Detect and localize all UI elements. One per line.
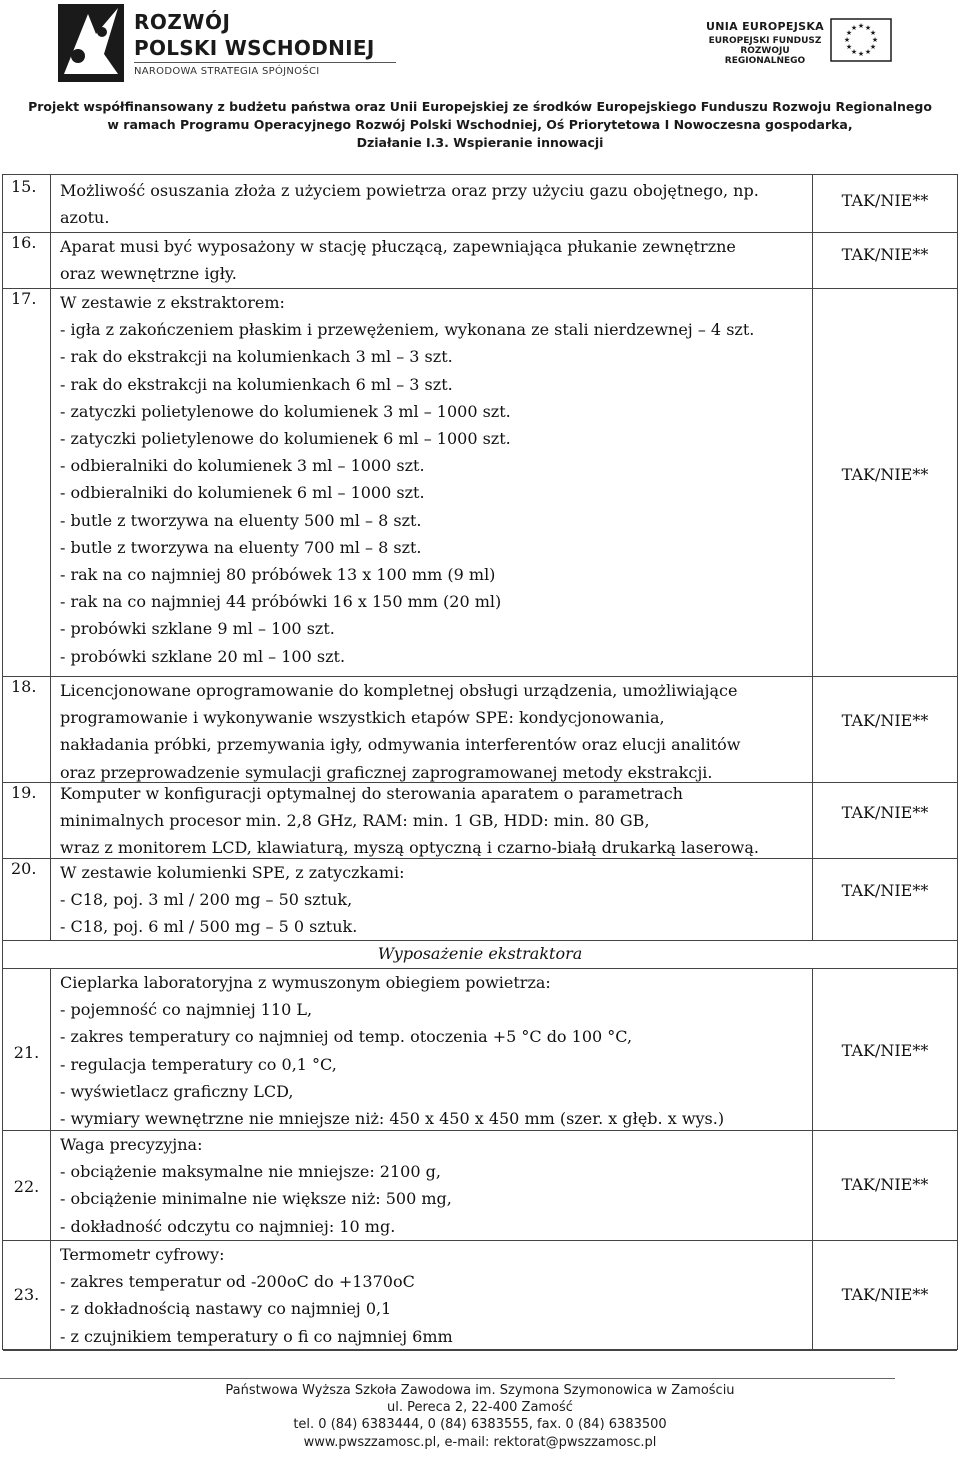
row-answer: TAK/NIE**: [841, 881, 929, 900]
row-answer: TAK/NIE**: [841, 191, 929, 210]
description-line: - C18, poj. 6 ml / 500 mg – 5 0 sztuk.: [60, 917, 358, 937]
table-row: [3, 783, 957, 859]
description-line: wraz z monitorem LCD, klawiaturą, myszą optyczną i czarno-białą drukarką laserową.: [60, 838, 759, 858]
row-answer: TAK/NIE**: [841, 711, 929, 730]
column-divider: [812, 233, 813, 289]
rozwoj-polski-wschodniej-logo: [58, 4, 378, 86]
description-line: - rak do ekstrakcji na kolumienkach 6 ml – 3 szt.: [60, 374, 453, 394]
project-line-1: Projekt współfinansowany z budżetu państwa oraz Unii Europejskiej ze środków Europejskiego Funduszu Rozwoju Regionalnego: [28, 99, 932, 114]
svg-text:★: ★: [871, 36, 879, 44]
column-divider: [50, 677, 51, 783]
description-line: oraz wewnętrzne igły.: [60, 264, 237, 284]
logo-line-2: POLSKI WSCHODNIEJ: [134, 36, 375, 60]
svg-text:★: ★: [843, 36, 851, 44]
unia-europejska-logo: [660, 18, 900, 78]
description-line: - odbieralniki do kolumienek 6 ml – 1000 szt.: [60, 483, 425, 503]
description-line: - zakres temperatur od -200oC do +1370oC: [60, 1272, 415, 1292]
column-divider: [50, 1241, 51, 1351]
description-line: W zestawie z ekstraktorem:: [60, 293, 285, 312]
svg-text:★: ★: [869, 43, 877, 51]
page-header: [0, 0, 960, 150]
description-line: oraz przeprowadzenie symulacji graficznej zaprogramowanej metody ekstrakcji.: [60, 762, 713, 782]
row-number: 23.: [13, 1285, 40, 1304]
row-description: [60, 859, 812, 941]
column-divider: [50, 859, 51, 941]
rps-emblem-icon: [58, 4, 124, 82]
footer-line-1: Państwowa Wyższa Szkoła Zawodowa im. Szymona Szymonowica w Zamościu: [225, 1383, 735, 1398]
column-divider: [812, 1241, 813, 1351]
ue-line-2: EUROPEJSKI FUNDUSZ: [708, 36, 822, 46]
description-line: - zatyczki polietylenowe do kolumienek 3 ml – 1000 szt.: [60, 401, 511, 421]
footer-line-2: ul. Pereca 2, 22-400 Zamość: [387, 1400, 573, 1416]
footer-line-4: www.pwszzamosc.pl, e-mail: rektorat@pwszzamosc.pl: [303, 1434, 657, 1450]
page-footer: [0, 1382, 960, 1451]
column-divider: [50, 289, 51, 677]
svg-text:★: ★: [869, 29, 877, 37]
description-line: - z dokładnością nastawy co najmniej 0,1: [60, 1299, 392, 1319]
row-number: 17.: [11, 289, 37, 308]
description-line: - pojemność co najmniej 110 L,: [60, 1000, 313, 1020]
table-row: [3, 969, 957, 1131]
table-row: [3, 175, 957, 233]
project-info: [0, 98, 960, 152]
column-divider: [812, 969, 813, 1131]
column-divider: [812, 783, 813, 859]
row-number: 15.: [11, 177, 37, 196]
table-row: [3, 1241, 957, 1351]
description-line: - probówki szklane 20 ml – 100 szt.: [60, 646, 346, 666]
description-line: - z czujnikiem temperatury o fi co najmniej 6mm: [60, 1326, 453, 1346]
description-line: - odbieralniki do kolumienek 3 ml – 1000 szt.: [60, 456, 425, 476]
row-number: 21.: [13, 1043, 40, 1062]
column-divider: [50, 1131, 51, 1241]
ue-text: [700, 20, 830, 66]
description-line: programowanie i wykonywanie wszystkich etapów SPE: kondycjonowania,: [60, 708, 665, 728]
description-line: - butle z tworzywa na eluenty 500 ml – 8 szt.: [60, 510, 422, 530]
description-line: Termometr cyfrowy:: [60, 1245, 225, 1264]
description-line: Waga precyzyjna:: [60, 1135, 203, 1154]
description-line: - butle z tworzywa na eluenty 700 ml – 8 szt.: [60, 537, 422, 557]
column-divider: [50, 175, 51, 233]
description-line: - regulacja temperatury co 0,1 °C,: [60, 1054, 337, 1074]
row-description: [60, 969, 812, 1132]
description-line: Aparat musi być wyposażony w stację płuczącą, zapewniająca płukanie zewnętrzne: [60, 237, 736, 256]
description-line: - zatyczki polietylenowe do kolumienek 6 ml – 1000 szt.: [60, 429, 511, 449]
svg-text:★: ★: [845, 29, 853, 37]
description-line: nakładania próbki, przemywania igły, odmywania interferentów oraz elucji analitów: [60, 735, 741, 755]
row-description: [60, 677, 812, 786]
description-line: - wymiary wewnętrzne nie mniejsze niż: 450 x 450 x 450 mm (szer. x głęb. x wys.): [60, 1109, 725, 1129]
table-row: [3, 289, 957, 677]
table-row: [3, 677, 957, 783]
svg-text:★: ★: [864, 48, 872, 56]
svg-text:★: ★: [845, 43, 853, 51]
description-line: Komputer w konfiguracji optymalnej do sterowania aparatem o parametrach: [60, 784, 683, 803]
row-description: [60, 289, 812, 670]
ue-line-1: UNIA EUROPEJSKA: [706, 20, 824, 33]
row-number: 16.: [11, 233, 37, 252]
description-line: - C18, poj. 3 ml / 200 mg – 50 sztuk,: [60, 890, 353, 910]
description-line: - obciążenie minimalne nie większe niż: 500 mg,: [60, 1189, 452, 1209]
description-line: minimalnych procesor min. 2,8 GHz, RAM: min. 1 GB, HDD: min. 80 GB,: [60, 811, 650, 831]
row-answer: TAK/NIE**: [841, 245, 929, 264]
description-line: - zakres temperatury co najmniej od temp. otoczenia +5 °C do 100 °C,: [60, 1027, 633, 1047]
logo-divider: [134, 62, 396, 63]
row-answer: TAK/NIE**: [841, 1041, 929, 1060]
svg-text:★: ★: [864, 24, 872, 32]
description-line: - igła z zakończeniem płaskim i przewężeniem, wykonana ze stali nierdzewnej – 4 szt.: [60, 320, 755, 340]
ue-line-3: ROZWOJU REGIONALNEGO: [724, 46, 806, 66]
row-description: [60, 780, 812, 862]
row-number: 19.: [11, 783, 37, 802]
specification-table: [2, 174, 958, 1350]
row-answer: TAK/NIE**: [841, 803, 929, 822]
description-line: Licencjonowane oprogramowanie do kompletnej obsługi urządzenia, umożliwiające: [60, 681, 738, 700]
column-divider: [812, 175, 813, 233]
svg-text:★: ★: [850, 24, 858, 32]
description-line: - obciążenie maksymalne nie mniejsze: 2100 g,: [60, 1162, 441, 1182]
eu-flag-icon: [830, 18, 892, 62]
section-title: Wyposażenie ekstraktora: [3, 941, 957, 969]
description-line: - probówki szklane 9 ml – 100 szt.: [60, 619, 335, 639]
project-line-2: w ramach Programu Operacyjnego Rozwój Polski Wschodniej, Oś Priorytetowa I Nowoczesna gospodarka,: [107, 117, 853, 132]
row-description: [60, 177, 812, 231]
logo-line-3: NARODOWA STRATEGIA SPÓJNOŚCI: [134, 66, 320, 77]
row-answer: TAK/NIE**: [841, 1285, 929, 1304]
footer-divider: [0, 1378, 895, 1379]
row-number: 20.: [11, 859, 37, 878]
column-divider: [50, 783, 51, 859]
column-divider: [812, 1131, 813, 1241]
description-line: - rak na co najmniej 44 próbówki 16 x 150 mm (20 ml): [60, 592, 502, 612]
row-answer: TAK/NIE**: [841, 1175, 929, 1194]
description-line: Cieplarka laboratoryjna z wymuszonym obiegiem powietrza:: [60, 973, 551, 992]
svg-text:★: ★: [857, 22, 865, 30]
description-line: Możliwość osuszania złoża z użyciem powietrza oraz przy użyciu gazu obojętnego, np.: [60, 181, 759, 200]
column-divider: [50, 969, 51, 1131]
description-line: azotu.: [60, 208, 110, 228]
project-line-3: Działanie I.3. Wspieranie innowacji: [356, 135, 604, 150]
logo-line-1: ROZWÓJ: [134, 10, 231, 34]
table-row: [3, 1131, 957, 1241]
table-row: [3, 233, 957, 289]
row-answer: TAK/NIE**: [841, 465, 929, 484]
description-line: W zestawie kolumienki SPE, z zatyczkami:: [60, 863, 405, 882]
row-number: 18.: [11, 677, 37, 696]
column-divider: [812, 677, 813, 783]
footer-line-3: tel. 0 (84) 6383444, 0 (84) 6383555, fax. 0 (84) 6383500: [293, 1417, 667, 1433]
description-line: - dokładność odczytu co najmniej: 10 mg.: [60, 1216, 396, 1236]
row-description: [60, 1241, 812, 1350]
column-divider: [812, 289, 813, 677]
table-row: [3, 859, 957, 941]
description-line: - rak do ekstrakcji na kolumienkach 3 ml – 3 szt.: [60, 347, 453, 367]
svg-text:★: ★: [857, 50, 865, 58]
row-description: [60, 233, 812, 287]
description-line: - wyświetlacz graficzny LCD,: [60, 1081, 294, 1101]
column-divider: [50, 233, 51, 289]
description-line: - rak na co najmniej 80 próbówek 13 x 100 mm (9 ml): [60, 565, 496, 585]
row-number: 22.: [13, 1177, 40, 1196]
column-divider: [812, 859, 813, 941]
svg-text:★: ★: [850, 48, 858, 56]
row-description: [60, 1131, 812, 1240]
